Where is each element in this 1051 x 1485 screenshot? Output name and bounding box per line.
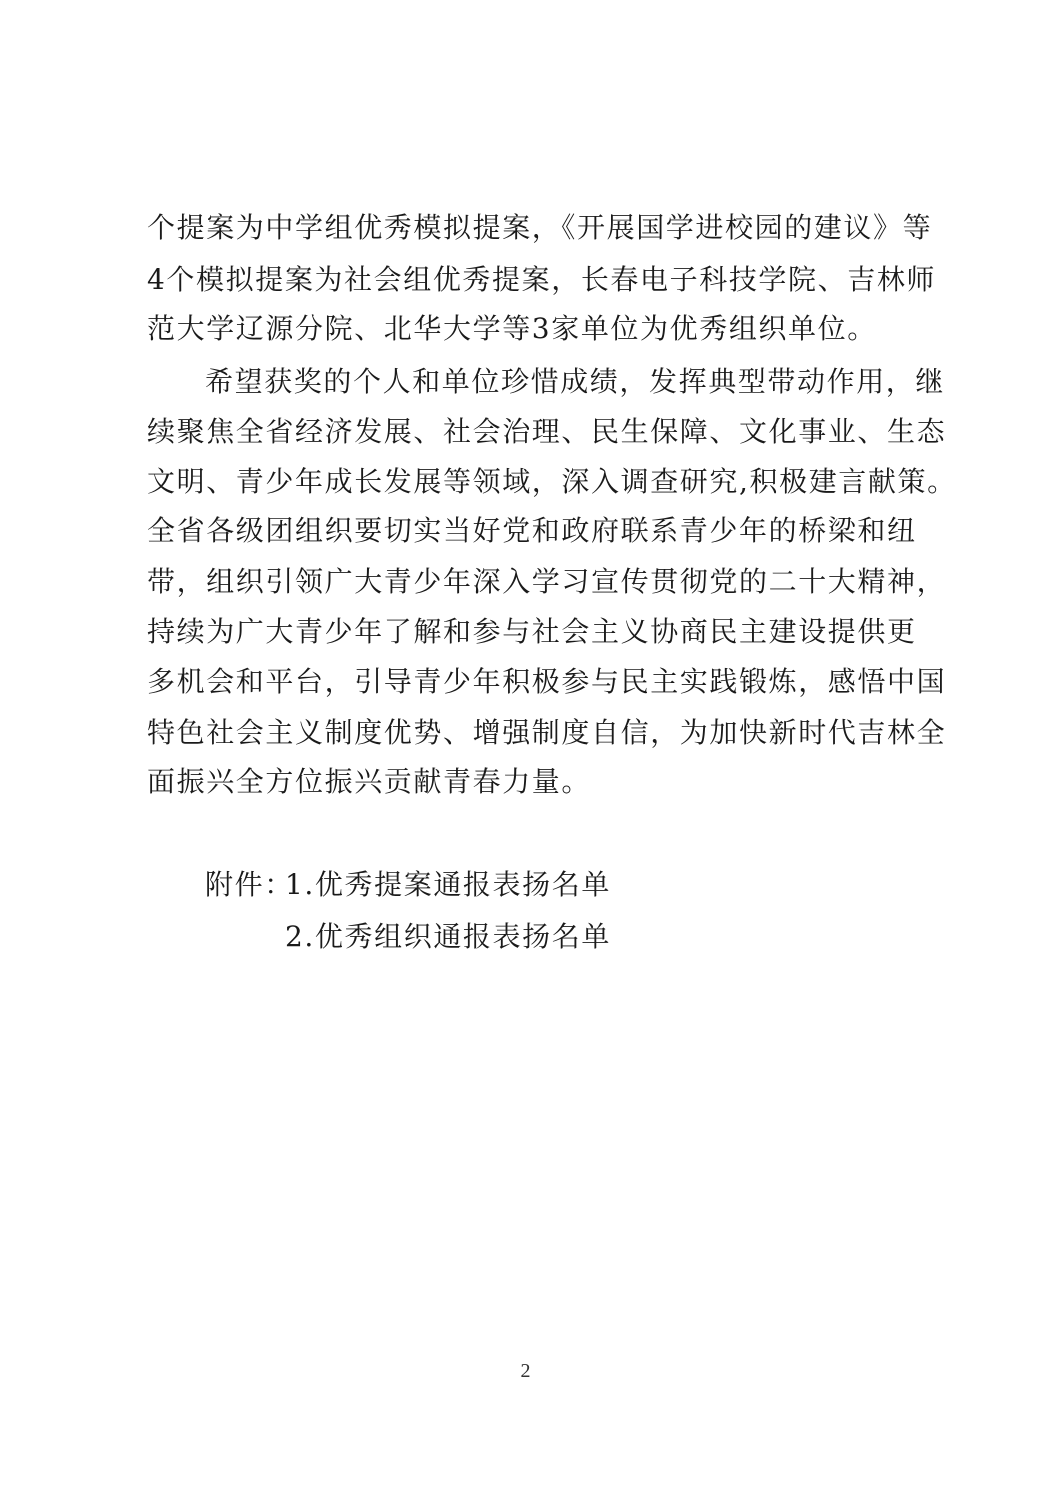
paragraph-2-line-3: 文明、青少年成长发展等领域，深入调查研究,积极建言献策。	[147, 465, 957, 498]
paragraph-1-line-3: 范大学辽源分院、北华大学等3家单位为优秀组织单位。	[147, 312, 877, 345]
paragraph-2-line-2: 续聚焦全省经济发展、社会治理、民生保障、文化事业、生态	[147, 415, 947, 448]
paragraph-1-line-1: 个提案为中学组优秀模拟提案，《开展国学进校园的建议》等	[147, 211, 933, 244]
paragraph-2-line-6: 持续为广大青少年了解和参与社会主义协商民主建设提供更	[147, 615, 917, 648]
paragraph-2-line-7: 多机会和平台，引导青少年积极参与民主实践锻炼，感悟中国	[147, 665, 947, 698]
paragraph-1-line-2: 4个模拟提案为社会组优秀提案，长春电子科技学院、吉林师	[147, 263, 937, 296]
paragraph-2-line-9: 面振兴全方位振兴贡献青春力量。	[147, 765, 592, 798]
page-number: 2	[520, 1360, 531, 1382]
attachment-item-1: 1.优秀提案通报表扬名单	[285, 868, 611, 901]
paragraph-2-line-5: 带，组织引领广大青少年深入学习宣传贯彻党的二十大精神，	[147, 565, 947, 598]
paragraph-2-line-4: 全省各级团组织要切实当好党和政府联系青少年的桥梁和纽	[147, 514, 917, 547]
paragraph-2-line-1: 希望获奖的个人和单位珍惜成绩，发挥典型带动作用，继	[205, 365, 946, 398]
attachment-item-2: 2.优秀组织通报表扬名单	[285, 920, 611, 953]
attachments-label: 附件：	[205, 868, 294, 901]
paragraph-2-line-8: 特色社会主义制度优势、增强制度自信，为加快新时代吉林全	[147, 716, 947, 749]
